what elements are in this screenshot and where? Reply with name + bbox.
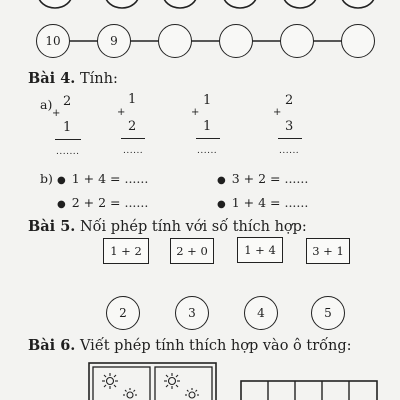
problem-3-line	[196, 138, 220, 139]
sun-icon	[102, 373, 118, 389]
number-circle-5[interactable]: 5	[311, 296, 345, 330]
equation-1[interactable]	[57, 171, 148, 186]
bai4-heading	[28, 70, 118, 87]
bullet-icon: ●	[217, 175, 226, 186]
chain-circle-6[interactable]	[341, 24, 375, 58]
problem-4-bottom: 3	[285, 119, 294, 134]
bai6-instruction: Viết phép tính thích hợp vào ô trống:	[79, 338, 352, 354]
chain-circle-3[interactable]	[158, 24, 192, 58]
equation-3[interactable]	[57, 195, 148, 210]
number-circle-3[interactable]: 3	[175, 296, 209, 330]
chain-circle-4[interactable]	[219, 24, 253, 58]
problem-2-answer[interactable]: ......	[123, 146, 144, 156]
problem-3-operator: +	[191, 107, 200, 118]
bai5-label: Bài 5.	[28, 218, 76, 235]
problem-4-line	[278, 138, 302, 139]
equation-4[interactable]	[217, 195, 308, 210]
problem-1-answer[interactable]: .......	[56, 147, 80, 157]
expression-box-3[interactable]: 1 + 4	[237, 237, 283, 263]
chain-circle-2: 9	[97, 24, 131, 58]
problem-1-top: 2	[63, 94, 72, 109]
problem-1-bottom: 1	[63, 120, 72, 135]
problem-3-bottom: 1	[203, 119, 212, 134]
equation-2[interactable]	[217, 171, 308, 186]
sun-icon	[185, 388, 199, 398]
expression-box-1[interactable]: 1 + 2	[103, 238, 149, 264]
problem-1-line	[55, 139, 81, 140]
problem-2-bottom: 2	[128, 119, 137, 134]
problem-2-operator: +	[117, 107, 126, 118]
problem-4-operator: +	[273, 107, 282, 118]
chain-circle-5[interactable]	[280, 24, 314, 58]
number-circle-2[interactable]: 2	[106, 296, 140, 330]
expression-box-2[interactable]: 2 + 0	[170, 238, 214, 264]
chain-circle-1: 10	[36, 24, 70, 58]
equation-2-text: 3 + 2 = ......	[231, 171, 309, 186]
bai4-instruction: Tính:	[79, 71, 118, 87]
problem-3-answer[interactable]: ......	[197, 146, 218, 156]
equation-3-text: 2 + 2 = ......	[71, 195, 149, 210]
bullet-icon: ●	[57, 199, 66, 210]
bai4-label: Bài 4.	[28, 70, 76, 87]
problem-2-line	[121, 138, 145, 139]
bullet-icon: ●	[57, 175, 66, 186]
number-circle-4[interactable]: 4	[244, 296, 278, 330]
bai5-heading	[28, 218, 307, 235]
sun-picture	[88, 362, 218, 400]
part-a-label: a)	[40, 97, 53, 112]
problem-4-top: 2	[285, 93, 294, 108]
problem-1-operator: +	[52, 108, 61, 119]
bai6-heading	[28, 337, 352, 354]
problem-3-top: 1	[203, 93, 212, 108]
problem-2-top: 1	[128, 92, 137, 107]
answer-boxes[interactable]	[240, 380, 380, 400]
sun-icon	[123, 388, 137, 398]
expression-box-4[interactable]: 3 + 1	[306, 238, 350, 264]
equation-1-text: 1 + 4 = ......	[71, 171, 149, 186]
equation-4-text: 1 + 4 = ......	[231, 195, 309, 210]
sun-icon	[164, 373, 180, 389]
bullet-icon: ●	[217, 199, 226, 210]
bai5-instruction: Nối phép tính với số thích hợp:	[79, 219, 307, 235]
problem-4-answer[interactable]: ......	[279, 146, 300, 156]
part-b-label: b)	[40, 171, 53, 186]
bai6-label: Bài 6.	[28, 337, 76, 354]
